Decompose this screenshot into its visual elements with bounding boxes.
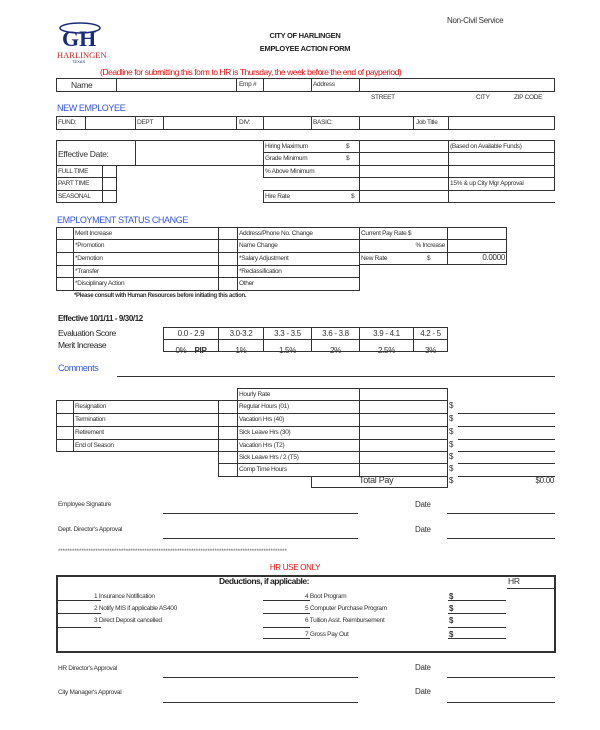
status-checkbox[interactable] bbox=[56, 239, 74, 253]
hr-check-line[interactable] bbox=[263, 613, 310, 614]
dollar-sign: $ bbox=[449, 592, 454, 601]
status-checkbox[interactable] bbox=[56, 252, 74, 266]
dollar-sign: $ bbox=[351, 193, 355, 200]
separation-reason-label: End of Season bbox=[75, 442, 114, 449]
name-label-cell bbox=[56, 78, 117, 92]
status-option-cell bbox=[237, 239, 360, 253]
hr-amount-line[interactable] bbox=[448, 600, 506, 601]
deadline-notice: (Deadline for submitting this form to HR is Thursday, the week before the end of payperiod) bbox=[100, 67, 402, 77]
merit-increase: 1.5% bbox=[278, 346, 297, 355]
status-checkbox[interactable] bbox=[218, 239, 238, 253]
basic-label-cell bbox=[311, 116, 360, 130]
part-time-checkbox[interactable] bbox=[102, 177, 117, 191]
city-mgr-approval-note: 15% & up City Mgr Approval bbox=[450, 180, 524, 187]
status-option-cell bbox=[237, 277, 360, 291]
hours-label: Vacation Hrs (40) bbox=[239, 416, 284, 423]
merit-increase-cell bbox=[359, 339, 414, 355]
dept-label-cell bbox=[135, 116, 164, 130]
hr-director-date-line[interactable] bbox=[447, 677, 555, 678]
hours-label: Sick Leave Hrs (30) bbox=[239, 429, 291, 436]
status-option-label: Address/Phone No. Change bbox=[239, 230, 313, 237]
hours-label: Vacation Hrs (T2) bbox=[239, 442, 285, 449]
grade-min-label: Grade Minimum bbox=[265, 155, 308, 162]
dept-approval-line[interactable] bbox=[163, 538, 358, 539]
emp-field[interactable] bbox=[263, 78, 312, 92]
name-field[interactable] bbox=[116, 78, 237, 92]
separation-checkbox[interactable] bbox=[56, 400, 74, 414]
separation-checkbox[interactable] bbox=[56, 426, 74, 440]
separation-checkbox[interactable] bbox=[56, 413, 74, 427]
amount-line[interactable] bbox=[458, 463, 555, 464]
merit-increase: 0% bbox=[175, 346, 187, 355]
status-option-cell bbox=[73, 252, 219, 266]
hiring-max-label: Hiring Maximum bbox=[265, 143, 308, 150]
hr-amount-line[interactable] bbox=[448, 613, 506, 614]
grade-min-cell bbox=[263, 152, 360, 166]
hours-cell bbox=[237, 426, 360, 440]
dept-field[interactable] bbox=[163, 116, 237, 130]
org-name: CITY OF HARLINGEN bbox=[269, 31, 341, 40]
fund-label: FUND: bbox=[58, 119, 77, 126]
new-rate-field[interactable] bbox=[447, 252, 507, 265]
dept-approval-label: Dept. Director's Approval bbox=[58, 526, 123, 533]
approval-field[interactable] bbox=[359, 177, 449, 191]
hr-check-line[interactable] bbox=[263, 627, 310, 628]
dollar-sign: $ bbox=[449, 464, 454, 473]
separation-reason-label: Retirement bbox=[75, 429, 104, 436]
merit-increase-cell bbox=[311, 339, 360, 355]
div-label-cell bbox=[236, 116, 264, 130]
hr-deductions-box bbox=[56, 575, 556, 653]
employee-signature-label: Employee Signature bbox=[58, 501, 112, 508]
part-time-label-cell bbox=[56, 177, 103, 191]
dollar-sign: $ bbox=[449, 414, 454, 423]
evaluation-score: 3.3 - 3.5 bbox=[274, 329, 301, 338]
separation-reason-cell bbox=[73, 426, 219, 440]
status-option-label: *Salary Adjustment bbox=[239, 255, 289, 262]
address-field[interactable] bbox=[359, 78, 555, 92]
city-logo bbox=[56, 20, 110, 64]
grade-min-field[interactable] bbox=[359, 152, 449, 166]
dollar-sign: $ bbox=[449, 630, 454, 639]
service-label: Non-Civil Service bbox=[447, 16, 504, 25]
hourly-rate-label: Hourly Rate bbox=[239, 391, 271, 398]
hours-checkbox[interactable] bbox=[218, 400, 238, 414]
hours-label: Sick Leave Hrs / 2 (T5) bbox=[239, 454, 299, 461]
basic-field[interactable] bbox=[359, 116, 414, 130]
hours-field[interactable] bbox=[359, 400, 448, 414]
based-on-funds-note: (Based on Available Funds) bbox=[450, 143, 522, 150]
fund-label-cell bbox=[56, 116, 86, 130]
form-title: EMPLOYEE ACTION FORM bbox=[259, 44, 351, 53]
date-label: Date bbox=[415, 525, 431, 534]
hr-check-line[interactable] bbox=[263, 600, 310, 601]
status-option-cell bbox=[237, 252, 360, 266]
seasonal-label-cell bbox=[56, 190, 103, 203]
hours-cell bbox=[237, 400, 360, 414]
hr-check-line[interactable] bbox=[58, 627, 101, 628]
hr-item-label: 5 Computer Purchase Program bbox=[305, 605, 387, 612]
new-rate-label: New Rate bbox=[361, 255, 388, 262]
status-option-label: *Promotion bbox=[75, 242, 105, 249]
hr-amount-line[interactable] bbox=[448, 638, 506, 639]
deductions-heading: Deductions, if applicable: bbox=[219, 576, 309, 586]
comments-line[interactable] bbox=[117, 376, 555, 377]
hr-label: HR bbox=[508, 576, 520, 586]
basic-label: BASIC: bbox=[313, 119, 333, 126]
effective-period: Effective 10/1/11 - 9/30/12 bbox=[58, 314, 143, 323]
emp-label: Emp # bbox=[239, 81, 257, 88]
address-label: Address bbox=[313, 81, 335, 88]
status-option-label: Merit Increase bbox=[75, 230, 112, 237]
job-title-label-cell bbox=[413, 116, 449, 130]
dollar-sign: $ bbox=[346, 143, 350, 150]
dollar-sign: $ bbox=[449, 427, 454, 436]
merit-increase: 3% bbox=[425, 346, 436, 355]
separation-reason-label: Termination bbox=[75, 416, 106, 423]
dollar-sign: $ bbox=[449, 452, 454, 461]
separation-reason-label: Resignation bbox=[75, 403, 107, 410]
hr-use-only-heading: HR USE ONLY bbox=[269, 563, 321, 572]
status-option-label: *Disciplinary Action bbox=[75, 280, 125, 287]
effective-date-field[interactable] bbox=[135, 140, 264, 166]
hr-amount-line[interactable] bbox=[448, 627, 506, 628]
city-manager-date-line[interactable] bbox=[447, 702, 555, 703]
comments-label: Comments bbox=[58, 363, 99, 373]
city-manager-line[interactable] bbox=[163, 702, 358, 703]
merit-increase-cell bbox=[218, 339, 264, 355]
hours-field[interactable] bbox=[359, 413, 448, 427]
status-checkbox[interactable] bbox=[218, 277, 238, 291]
city-manager-approval-label: City Manager's Approval bbox=[58, 689, 122, 696]
status-option-label: Name Change bbox=[239, 242, 278, 249]
amount-line[interactable] bbox=[458, 439, 555, 440]
street-label: STREET bbox=[371, 94, 395, 101]
hr-item-label: 3 Direct Deposit cancelled bbox=[94, 617, 162, 624]
total-pay-cell bbox=[311, 476, 448, 488]
svg-text:GH: GH bbox=[62, 26, 97, 51]
separation-checkbox[interactable] bbox=[56, 439, 74, 452]
hire-rate-cell bbox=[263, 190, 360, 203]
status-option-label: Other bbox=[239, 280, 254, 287]
dollar-sign: $ bbox=[427, 255, 431, 262]
status-option-label: *Demotion bbox=[75, 255, 103, 262]
effective-date-label: Effective Date: bbox=[58, 149, 109, 159]
hours-label: Regular Hours (01) bbox=[239, 403, 289, 410]
seasonal-label: SEASONAL bbox=[58, 193, 91, 200]
evaluation-score: 3.6 - 3.8 bbox=[322, 329, 349, 338]
hr-check-line[interactable] bbox=[58, 613, 101, 614]
hr-item-label: 2 Notify MIS if applicable AS400 bbox=[94, 605, 177, 612]
pct-increase-label: % Increase bbox=[415, 242, 445, 249]
hours-cell bbox=[237, 463, 360, 477]
amount-line[interactable] bbox=[458, 413, 555, 414]
above-min-label: % Above Minimum bbox=[265, 168, 315, 175]
job-title-field[interactable] bbox=[448, 116, 555, 130]
merit-increase: 2% bbox=[330, 346, 341, 355]
seasonal-checkbox[interactable] bbox=[102, 190, 117, 203]
hours-label: Comp Time Hours bbox=[239, 466, 287, 473]
merit-increase: 2.5% bbox=[377, 346, 396, 355]
merit-increase: 1% bbox=[235, 346, 247, 355]
hr-item-label: 4 Boot Program bbox=[305, 593, 347, 600]
hr-check-line[interactable] bbox=[263, 638, 310, 639]
separation-reason-cell bbox=[73, 413, 219, 427]
status-checkbox[interactable] bbox=[56, 277, 74, 291]
status-option-label: *Reclassification bbox=[239, 268, 282, 275]
hours-checkbox[interactable] bbox=[218, 413, 238, 427]
dept-date-line[interactable] bbox=[447, 538, 555, 539]
evaluation-score-label: Evaluation Score bbox=[58, 328, 116, 338]
pct-increase-cell bbox=[359, 239, 448, 253]
consult-hr-note: *Please consult with Human Resources before initiating this action. bbox=[74, 293, 247, 299]
evaluation-score: 3.0-3.2 bbox=[229, 329, 253, 338]
part-time-label: PART TIME bbox=[58, 180, 90, 187]
total-pay-value: $0.00 bbox=[535, 476, 554, 485]
status-checkbox[interactable] bbox=[218, 252, 238, 266]
status-change-heading: EMPLOYMENT STATUS CHANGE bbox=[57, 215, 188, 225]
status-option-label: *Transfer bbox=[75, 268, 99, 275]
dollar-sign: $ bbox=[346, 155, 350, 162]
above-min-cell bbox=[263, 165, 360, 178]
hr-item-label: 7 Gross Pay Out bbox=[305, 631, 349, 638]
merit-increase-label: Merit Increase bbox=[58, 340, 107, 350]
current-pay-label: Current Pay Rate $ bbox=[361, 230, 412, 237]
hr-item-label: 6 Tuition Asst. Reimbursement bbox=[305, 617, 385, 624]
dollar-sign: $ bbox=[449, 616, 454, 625]
employee-date-line[interactable] bbox=[447, 513, 555, 514]
separation-reason-cell bbox=[73, 400, 219, 414]
total-pay-label: Total Pay bbox=[359, 475, 394, 485]
merit-increase-cell bbox=[413, 339, 448, 355]
hire-rate-field[interactable] bbox=[359, 190, 449, 203]
pip-label: PIP bbox=[194, 346, 207, 355]
merit-increase-cell bbox=[263, 339, 312, 355]
pct-increase-field[interactable] bbox=[447, 239, 507, 253]
hr-director-line[interactable] bbox=[163, 677, 358, 678]
status-option-cell bbox=[73, 239, 219, 253]
dollar-sign: $ bbox=[449, 604, 454, 613]
dept-label: DEPT bbox=[137, 119, 154, 126]
separation-reason-cell bbox=[73, 439, 219, 452]
div-label: DIV: bbox=[239, 119, 251, 126]
hours-field[interactable] bbox=[359, 426, 448, 440]
emp-label-cell bbox=[236, 78, 264, 92]
evaluation-score: 3.9 - 4.1 bbox=[373, 329, 400, 338]
full-time-label: FULL TIME bbox=[58, 168, 89, 175]
dollar-sign: $ bbox=[449, 401, 454, 410]
city-label: CITY bbox=[476, 94, 490, 101]
amount-line[interactable] bbox=[458, 451, 555, 452]
svg-text:HARLINGEN: HARLINGEN bbox=[57, 50, 107, 60]
evaluation-score: 4.2 - 5 bbox=[420, 329, 441, 338]
date-label: Date bbox=[415, 687, 431, 696]
fund-field[interactable] bbox=[85, 116, 136, 130]
hours-checkbox[interactable] bbox=[218, 463, 238, 477]
hours-checkbox[interactable] bbox=[218, 426, 238, 440]
approval-cell bbox=[448, 177, 555, 191]
amount-line[interactable] bbox=[458, 426, 555, 427]
div-field[interactable] bbox=[263, 116, 312, 130]
separator-stars: ************************************************************************************************** bbox=[58, 549, 287, 555]
job-title-label: Job Title bbox=[416, 119, 438, 126]
hr-director-approval-label: HR Director's Approval bbox=[58, 665, 117, 672]
hire-rate-label: Hire Rate bbox=[265, 193, 290, 200]
hr-item-label: 1 Insurance Notification bbox=[94, 593, 155, 600]
effective-date-label-cell bbox=[56, 140, 136, 166]
address-label-cell bbox=[311, 78, 360, 92]
new-rate-value: 0.0000 bbox=[482, 253, 505, 262]
new-employee-heading: NEW EMPLOYEE bbox=[57, 103, 126, 113]
svg-text:TEXAS: TEXAS bbox=[72, 59, 86, 64]
employee-signature-line[interactable] bbox=[163, 513, 358, 514]
dollar-sign: $ bbox=[449, 440, 454, 449]
status-option-cell bbox=[73, 277, 219, 291]
new-rate-cell bbox=[359, 252, 448, 265]
name-label: Name bbox=[71, 80, 93, 90]
grade-min-extra bbox=[448, 152, 555, 166]
merit-increase-cell bbox=[163, 339, 219, 355]
hours-cell bbox=[237, 413, 360, 427]
evaluation-score: 0.0 - 2.9 bbox=[177, 329, 205, 338]
dollar-sign: $ bbox=[449, 476, 454, 485]
date-label: Date bbox=[415, 663, 431, 672]
zip-label: ZIP CODE bbox=[514, 94, 543, 101]
date-label: Date bbox=[415, 500, 431, 509]
